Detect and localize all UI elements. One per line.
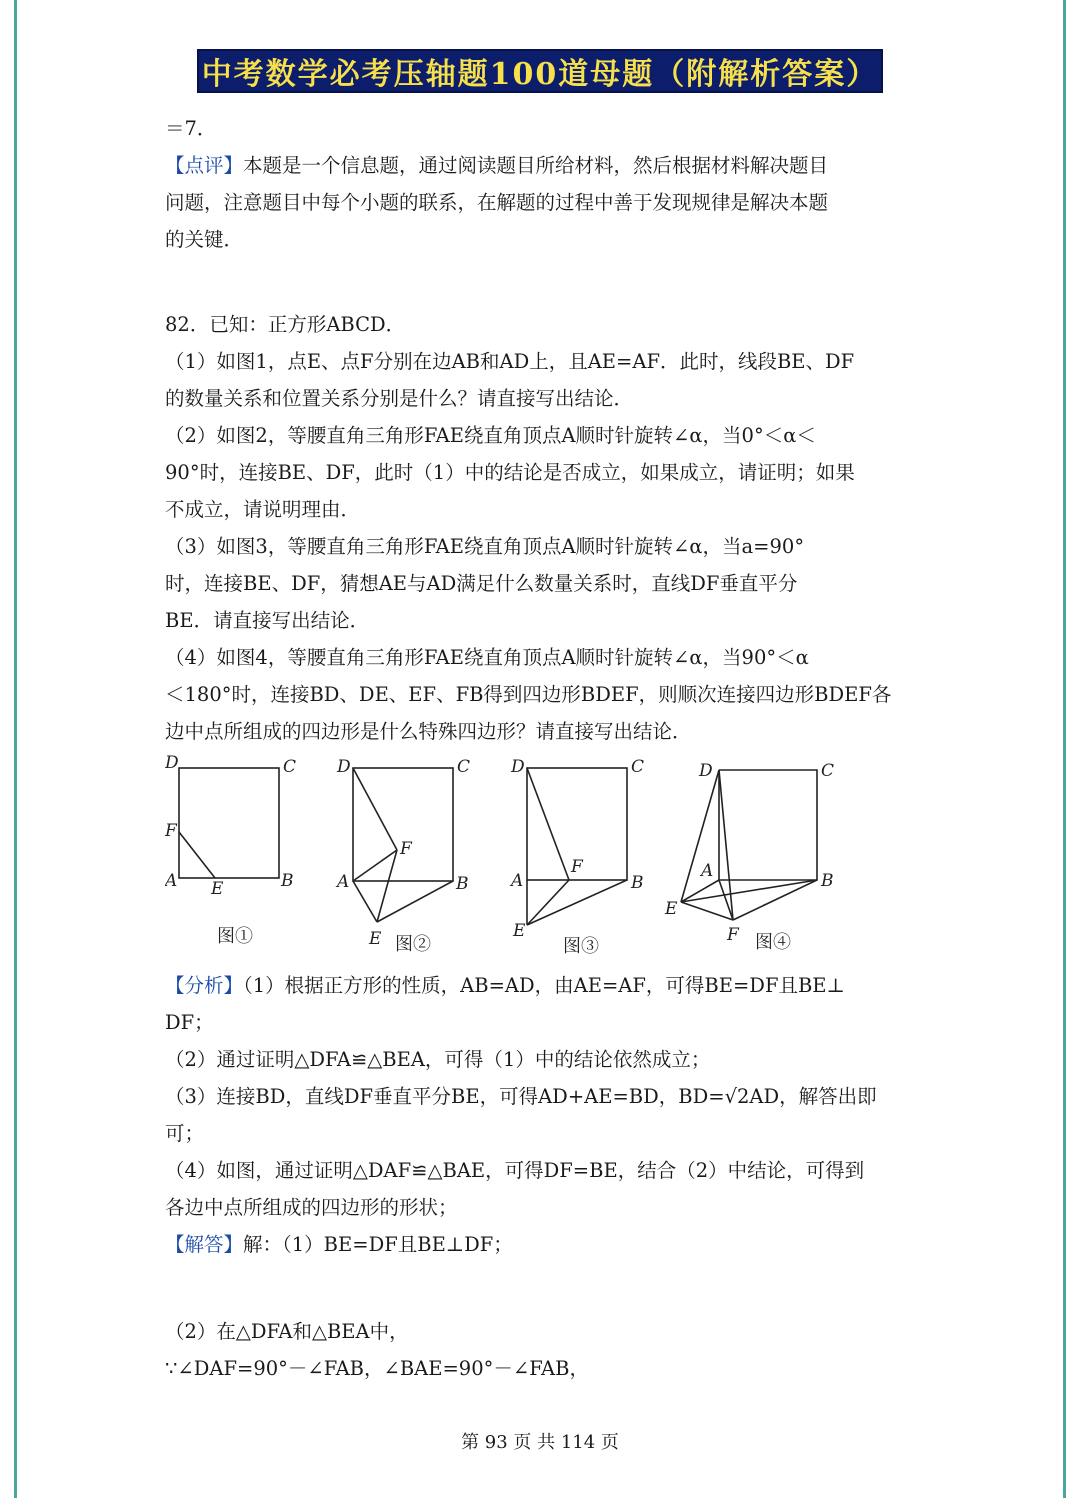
fig4-label-c: C xyxy=(821,761,835,781)
figure-4 xyxy=(681,770,817,920)
figure-1 xyxy=(179,768,279,878)
fig4-label-d: D xyxy=(699,761,713,781)
fig3-segment-ef xyxy=(527,880,569,925)
analysis-line: 可； xyxy=(165,1122,205,1145)
question-line: （1）如图1，点E、点F分别在边AB和AD上，且AE=AF．此时，线段BE、DF xyxy=(165,350,855,373)
fig4-square-outline xyxy=(719,770,817,880)
fig4-label-e: E xyxy=(665,899,678,919)
answer-tag: 【解答】 xyxy=(165,1233,244,1256)
answer-paragraph xyxy=(165,1226,925,1263)
review-line: 问题，注意题目中每个小题的联系，在解题的过程中善于发现规律是解决本题 xyxy=(165,191,829,214)
analysis-tag: 【分析】 xyxy=(165,974,244,997)
fig3-label-a: A xyxy=(511,871,524,891)
review-line: 的关键． xyxy=(165,228,244,251)
fig4-label-a: A xyxy=(701,861,714,881)
fig1-label-f: F xyxy=(165,821,177,841)
page-border-left xyxy=(14,0,17,1498)
fig4-label-b: B xyxy=(821,871,834,891)
question-line: BE．请直接写出结论． xyxy=(165,609,370,632)
question-line: （4）如图4，等腰直角三角形FAE绕直角顶点A顺时针旋转∠α，当90°＜α xyxy=(165,646,809,669)
page-title: 中考数学必考压轴题100道母题（附解析答案） xyxy=(201,57,879,92)
fig2-square xyxy=(353,768,453,881)
fig4-caption: 图④ xyxy=(755,932,791,953)
fig2-caption: 图② xyxy=(395,934,431,955)
question-82: 82．已知：正方形ABCD． xyxy=(165,313,406,336)
review-line: 本题是一个信息题，通过阅读题目所给材料，然后根据材料解决题目 xyxy=(243,154,829,177)
fig2-label-a: A xyxy=(337,872,350,892)
analysis-line: 各边中点所组成的四边形的形状； xyxy=(165,1196,458,1219)
page-footer: 第 93 页 共 114 页 xyxy=(461,1432,619,1453)
answer-line: 解：（1）BE=DF且BE⊥DF； xyxy=(243,1233,513,1256)
fig2-segment-ae xyxy=(353,881,377,922)
fig2-segment-df xyxy=(353,768,397,850)
fig4-label-f: F xyxy=(727,925,739,945)
fig1-label-d: D xyxy=(165,753,179,773)
analysis-line: （1）根据正方形的性质，AB=AD，由AE=AF，可得BE=DF且BE⊥ xyxy=(243,974,845,997)
fig2-label-b: B xyxy=(456,874,469,894)
fig3-caption: 图③ xyxy=(563,936,599,957)
question-line: ＜180°时，连接BD、DE、EF、FB得到四边形BDEF，则顺次连接四边形BDEF各 xyxy=(165,683,892,706)
fig2-label-d: D xyxy=(337,757,351,777)
equation-line: ＝7． xyxy=(165,117,217,140)
fig2-segment-eb xyxy=(377,881,453,922)
fig1-square xyxy=(179,768,279,878)
analysis-paragraph xyxy=(165,967,925,1004)
question-line: （2）如图2，等腰直角三角形FAE绕直角顶点A顺时针旋转∠α，当0°＜α＜ xyxy=(165,424,816,447)
fig3-segment-eb xyxy=(527,880,627,925)
fig1-caption: 图① xyxy=(217,926,253,947)
review-paragraph xyxy=(165,147,925,184)
figures-svg xyxy=(165,752,925,967)
page-border-right xyxy=(1063,0,1066,1498)
review-tag: 【点评】 xyxy=(165,154,244,177)
fig2-label-c: C xyxy=(457,757,471,777)
fig3-label-f: F xyxy=(571,857,583,877)
document-body xyxy=(165,110,925,1387)
question-line: 的数量关系和位置关系分别是什么？请直接写出结论． xyxy=(165,387,634,410)
analysis-line: （3）连接BD，直线DF垂直平分BE，可得AD+AE=BD，BD=√2AD，解答出即 xyxy=(165,1085,877,1108)
analysis-line: （2）通过证明△DFA≌△BEA，可得（1）中的结论依然成立； xyxy=(165,1048,711,1071)
fig1-label-a: A xyxy=(165,871,178,891)
fig4-segment-df xyxy=(719,770,733,920)
fig3-label-e: E xyxy=(513,921,526,941)
question-line: 90°时，连接BE、DF，此时（1）中的结论是否成立，如果成立，请证明；如果 xyxy=(165,461,855,484)
question-line: 边中点所组成的四边形是什么特殊四边形？请直接写出结论． xyxy=(165,720,692,743)
fig4-segment-ef xyxy=(681,902,733,920)
answer-line: ∵∠DAF=90°－∠FAB，∠BAE=90°－∠FAB， xyxy=(165,1357,589,1380)
figure-3 xyxy=(527,768,627,925)
fig4-segment-de xyxy=(681,770,719,902)
fig1-label-b: B xyxy=(281,871,294,891)
fig2-label-f: F xyxy=(400,839,412,859)
fig1-label-e: E xyxy=(211,879,224,899)
fig2-label-e: E xyxy=(369,929,382,949)
question-line: 时，连接BE、DF，猜想AE与AD满足什么数量关系时，直线DF垂直平分 xyxy=(165,572,798,595)
fig3-segment-df xyxy=(527,768,569,880)
fig2-segment-fe xyxy=(377,850,397,922)
header-banner xyxy=(197,49,883,93)
geometry-figures xyxy=(165,752,925,967)
answer-line: （2）在△DFA和△BEA中， xyxy=(165,1320,409,1343)
fig3-label-b: B xyxy=(631,873,644,893)
question-line: 不成立，请说明理由． xyxy=(165,498,361,521)
fig1-label-c: C xyxy=(283,757,297,777)
question-line: （3）如图3，等腰直角三角形FAE绕直角顶点A顺时针旋转∠α，当a=90° xyxy=(165,535,805,558)
analysis-line: DF； xyxy=(165,1011,214,1034)
fig3-label-c: C xyxy=(631,757,645,777)
analysis-line: （4）如图，通过证明△DAF≌△BAE，可得DF=BE，结合（2）中结论，可得到 xyxy=(165,1159,865,1182)
fig1-segment-fe xyxy=(179,832,215,878)
fig3-label-d: D xyxy=(511,757,525,777)
